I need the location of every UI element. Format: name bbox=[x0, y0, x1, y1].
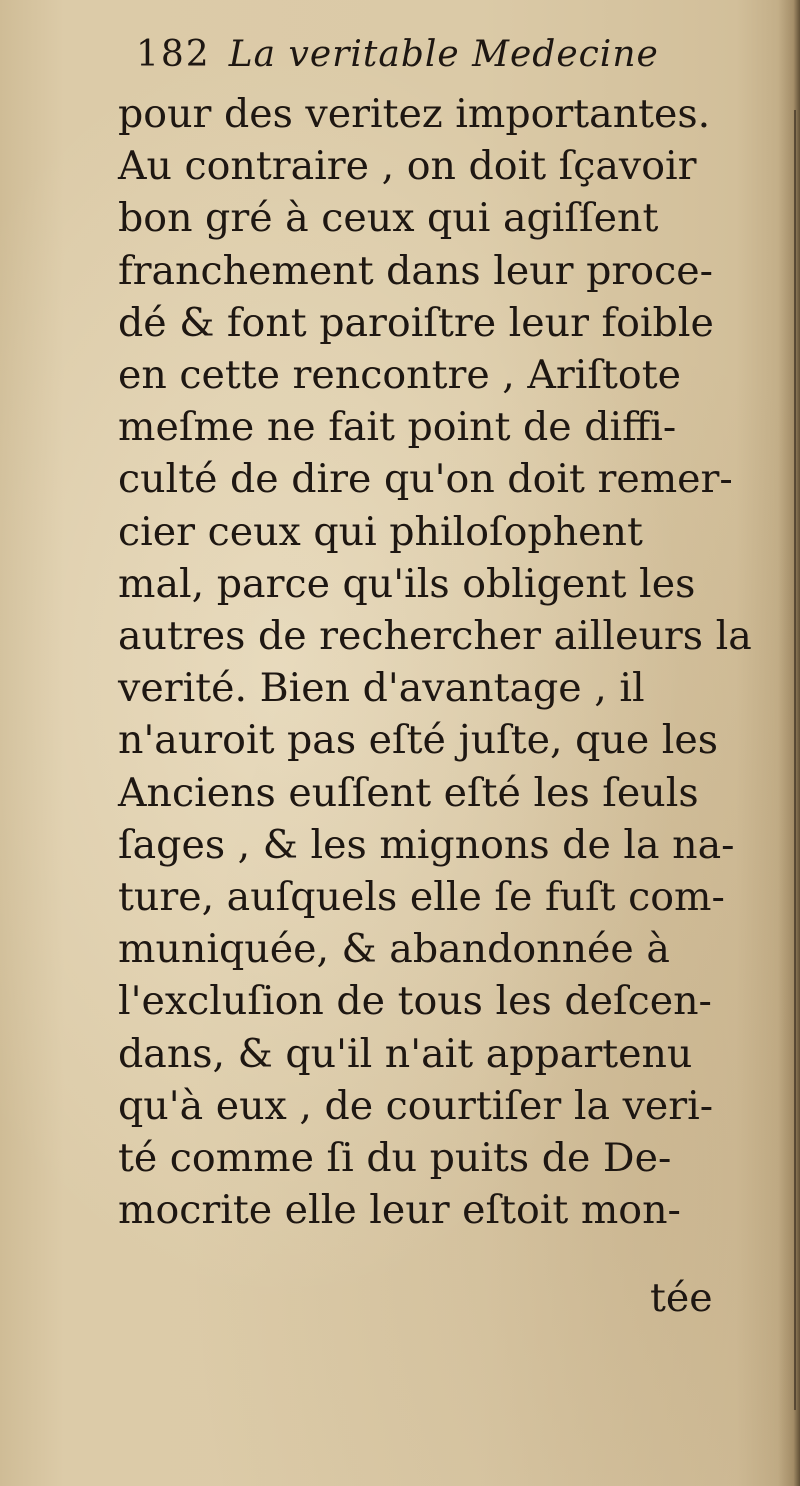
page-number: 182 bbox=[136, 34, 211, 75]
catchword: tée bbox=[650, 1275, 713, 1321]
page-edge-shadow bbox=[778, 0, 800, 1486]
page-edge-line bbox=[794, 110, 796, 1410]
text-line: cier ceux qui philoſophent bbox=[118, 508, 643, 555]
text-line: mal, parce qu'ils obligent les bbox=[118, 560, 696, 607]
text-line: n'auroit pas eſté juſte, que les bbox=[118, 717, 719, 764]
text-line: franchement dans leur proce- bbox=[118, 247, 713, 294]
text-line: pour des veritez importantes. bbox=[118, 91, 711, 137]
text-line: ſages , & les mignons de la na- bbox=[118, 821, 735, 868]
text-line: dans, & qu'il n'ait appartenu bbox=[118, 1030, 693, 1077]
text-line: Au contraire , on doit ſçavoir bbox=[118, 143, 697, 190]
body-text bbox=[118, 88, 754, 1236]
text-line: l'excluſion de tous les deſcen- bbox=[118, 978, 712, 1025]
text-line: ture, auſquels elle ſe fuſt com- bbox=[118, 874, 725, 921]
text-line: culté de dire qu'on doit remer- bbox=[118, 456, 733, 503]
text-line: Anciens euſſent eſté les ſeuls bbox=[118, 769, 699, 816]
text-line: dé & font paroiſtre leur foible bbox=[118, 299, 714, 346]
text-line: meſme ne fait point de diffi- bbox=[118, 404, 677, 451]
text-line: verité. Bien d'avantage , il bbox=[118, 665, 645, 712]
text-line: autres de rechercher ailleurs la bbox=[118, 613, 752, 660]
text-line: en cette rencontre , Ariſtote bbox=[118, 352, 681, 399]
text-line: muniquée, & abandonnée à bbox=[118, 926, 670, 973]
text-line: bon gré à ceux qui agiſſent bbox=[118, 195, 659, 242]
text-line: qu'à eux , de courtiſer la veri- bbox=[118, 1082, 714, 1129]
running-title: La veritable Medecine bbox=[228, 34, 659, 75]
text-line: té comme ſi du puits de De- bbox=[118, 1135, 672, 1182]
text-line: mocrite elle leur eſtoit mon- bbox=[118, 1187, 681, 1234]
page-header bbox=[136, 34, 659, 94]
